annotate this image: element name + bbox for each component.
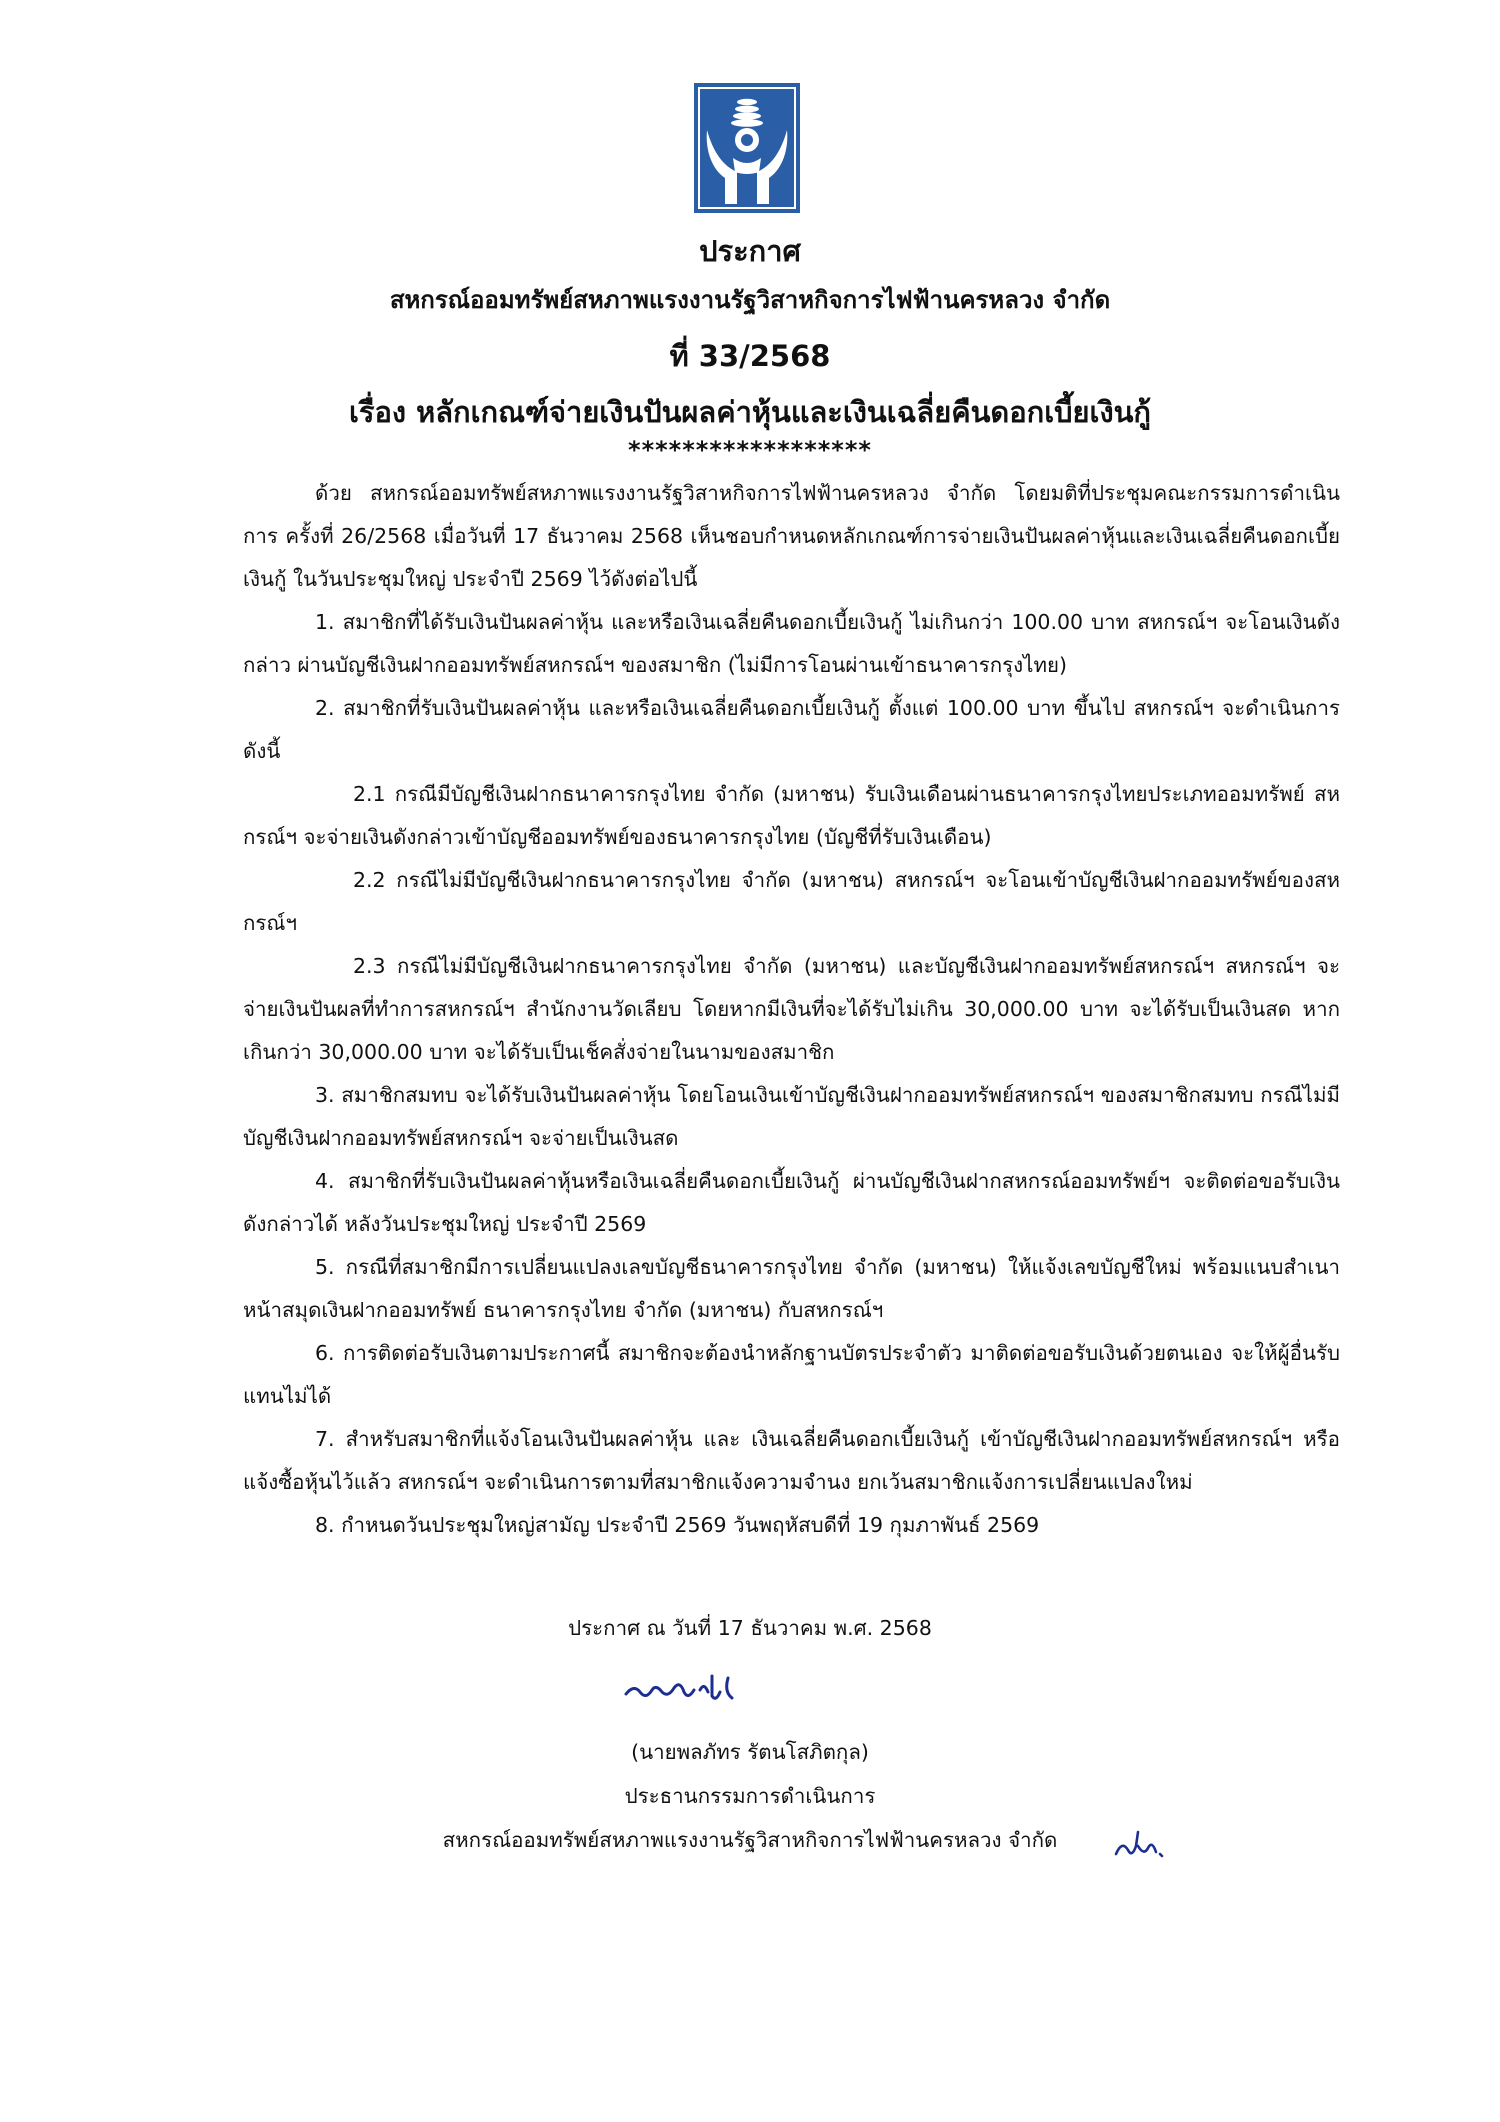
item-3: 3. สมาชิกสมทบ จะได้รับเงินปันผลค่าหุ้น โดยโอนเงินเข้าบัญชีเงินฝากออมทรัพย์สหกรณ์ฯ ของสมาชิกสมทบ กรณีไม่มีบัญชีเงินฝากออมทรัพย์สหกรณ์ฯ จะจ่ายเป็นเงินสด [243, 1083, 1340, 1150]
organization-name: สหกรณ์ออมทรัพย์สหภาพแรงงานรัฐวิสาหกิจการไฟฟ้านครหลวง จำกัด [389, 286, 1111, 314]
item-7: 7. สำหรับสมาชิกที่แจ้งโอนเงินปันผลค่าหุ้น และ เงินเฉลี่ยคืนดอกเบี้ยเงินกู้ เข้าบัญชีเงินฝากออมทรัพย์สหกรณ์ฯ หรือแจ้งซื้อหุ้นไว้แล้ว สหกรณ์ฯ จะดำเนินการตามที่สมาชิกแจ้งความจำนง ยกเว้นสมาชิกแจ้งการเปลี่ยนแปลงใหม่ [243, 1427, 1340, 1494]
intro-paragraph: ด้วย สหกรณ์ออมทรัพย์สหภาพแรงงานรัฐวิสาหกิจการไฟฟ้านครหลวง จำกัด โดยมติที่ประชุมคณะกรรมการดำเนินการ ครั้งที่ 26/2568 เมื่อวันที่ 17 ธันวาคม 2568 เห็นชอบกำหนดหลักเกณฑ์การจ่ายเงินปันผลค่าหุ้นและเงินเฉลี่ยคืนดอกเบี้ยเงินกู้ ในวันประชุมใหญ่ ประจำปี 2569 ไว้ดังต่อไปนี้ [243, 481, 1340, 591]
item-5: 5. กรณีที่สมาชิกมีการเปลี่ยนแปลงเลขบัญชีธนาคารกรุงไทย จำกัด (มหาชน) ให้แจ้งเลขบัญชีใหม่ พร้อมแนบสำเนาหน้าสมุดเงินฝากออมทรัพย์ ธนาคารกรุงไทย จำกัด (มหาชน) กับสหกรณ์ฯ [243, 1255, 1340, 1322]
item-8: 8. กำหนดวันประชุมใหญ่สามัญ ประจำปี 2569 วันพฤหัสบดีที่ 19 กุมภาพันธ์ 2569 [315, 1513, 1040, 1537]
announcement-number: ที่ 33/2568 [669, 339, 831, 373]
initials-mark [1112, 1826, 1168, 1862]
announcement-subject: เรื่อง หลักเกณฑ์จ่ายเงินปันผลค่าหุ้นและเงินเฉลี่ยคืนดอกเบี้ยเงินกู้ [348, 395, 1151, 429]
handwritten-signature [620, 1662, 770, 1712]
item-4: 4. สมาชิกที่รับเงินปันผลค่าหุ้นหรือเงินเฉลี่ยคืนดอกเบี้ยเงินกู้ ผ่านบัญชีเงินฝากสหกรณ์ออมทรัพย์ฯ จะติดต่อขอรับเงินดังกล่าวได้ หลังวันประชุมใหญ่ ประจำปี 2569 [243, 1169, 1340, 1236]
item-2-2: 2.2 กรณีไม่มีบัญชีเงินฝากธนาคารกรุงไทย จำกัด (มหาชน) สหกรณ์ฯ จะโอนเข้าบัญชีเงินฝากออมทรัพย์ของสหกรณ์ฯ [243, 868, 1340, 935]
item-2: 2. สมาชิกที่รับเงินปันผลค่าหุ้น และหรือเงินเฉลี่ยคืนดอกเบี้ยเงินกู้ ตั้งแต่ 100.00 บาท ขึ้นไป สหกรณ์ฯ จะดำเนินการดังนี้ [243, 696, 1340, 763]
item-2-1: 2.1 กรณีมีบัญชีเงินฝากธนาคารกรุงไทย จำกัด (มหาชน) รับเงินเดือนผ่านธนาคารกรุงไทยประเภทออมทรัพย์ สหกรณ์ฯ จะจ่ายเงินดังกล่าวเข้าบัญชีออมทรัพย์ของธนาคารกรุงไทย (บัญชีที่รับเงินเดือน) [243, 782, 1340, 849]
signer-organization: สหกรณ์ออมทรัพย์สหภาพแรงงานรัฐวิสาหกิจการไฟฟ้านครหลวง จำกัด [442, 1828, 1058, 1852]
signer-position: ประธานกรรมการดำเนินการ [624, 1784, 876, 1808]
signer-name: (นายพลภัทร รัตนโสภิตกุล) [631, 1740, 869, 1764]
item-2-3: 2.3 กรณีไม่มีบัญชีเงินฝากธนาคารกรุงไทย จำกัด (มหาชน) และบัญชีเงินฝากออมทรัพย์สหกรณ์ฯ สหกรณ์ฯ จะจ่ายเงินปันผลที่ทำการสหกรณ์ฯ สำนักงานวัดเลียบ โดยหากมีเงินที่จะได้รับไม่เกิน 30,000.00 บาท จะได้รับเป็นเงินสด หากเกินกว่า 30,000.00 บาท จะได้รับเป็นเช็คสั่งจ่ายในนามของสมาชิก [243, 954, 1340, 1064]
item-1: 1. สมาชิกที่ได้รับเงินปันผลค่าหุ้น และหรือเงินเฉลี่ยคืนดอกเบี้ยเงินกู้ ไม่เกินกว่า 100.00 บาท สหกรณ์ฯ จะโอนเงินดังกล่าว ผ่านบัญชีเงินฝากออมทรัพย์สหกรณ์ฯ ของสมาชิก (ไม่มีการโอนผ่านเข้าธนาคารกรุงไทย) [243, 610, 1340, 677]
announcement-title: ประกาศ [699, 234, 801, 268]
announcement-body [243, 472, 1340, 1547]
item-6: 6. การติดต่อรับเงินตามประกาศนี้ สมาชิกจะต้องนำหลักฐานบัตรประจำตัว มาติดต่อขอรับเงินด้วยตนเอง จะให้ผู้อื่นรับแทนไม่ได้ [243, 1341, 1340, 1408]
cooperative-seal-logo [693, 82, 801, 214]
separator-stars: ****************** [628, 436, 872, 464]
issue-date: ประกาศ ณ วันที่ 17 ธันวาคม พ.ศ. 2568 [568, 1616, 932, 1640]
